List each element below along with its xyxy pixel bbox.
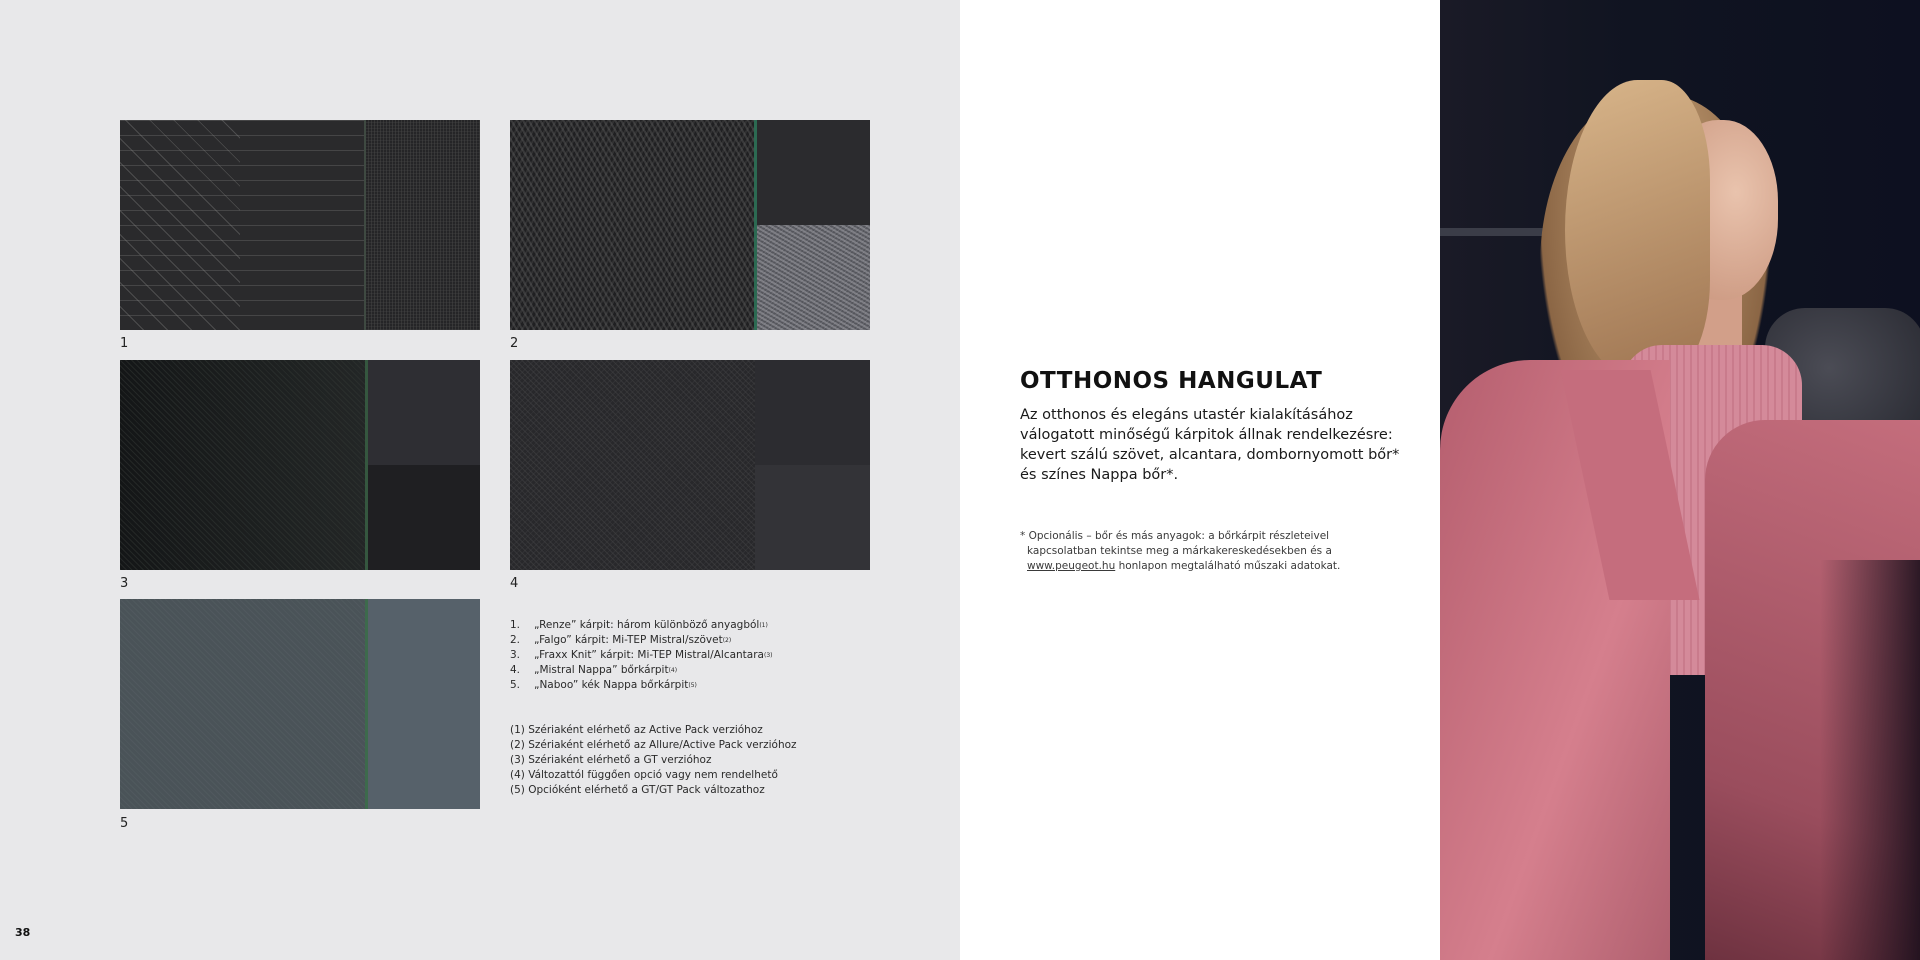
- note-line: (3) Szériaként elérhető a GT verzióhoz: [510, 754, 712, 766]
- page-number: 38: [15, 926, 31, 939]
- swatch-5-number: 5: [120, 816, 129, 831]
- footnote-line: www.peugeot.hu honlapon megtalálható műszaki adatokat.: [1027, 560, 1341, 572]
- upholstery-swatch-2: [510, 120, 870, 330]
- swatch-2-number: 2: [510, 336, 519, 351]
- list-item: 2. „Falgo” kárpit: Mi-TEP Mistral/szövet (2): [510, 634, 732, 646]
- swatch-1-number: 1: [120, 336, 129, 351]
- upholstery-swatch-3: [120, 360, 480, 570]
- peugeot-website-link[interactable]: www.peugeot.hu: [1027, 560, 1116, 572]
- note-line: (2) Szériaként elérhető az Allure/Active Pack verzióhoz: [510, 739, 797, 751]
- list-item: 3. „Fraxx Knit” kárpit: Mi-TEP Mistral/Alcantara (3): [510, 649, 773, 661]
- note-line: (1) Szériaként elérhető az Active Pack verzióhoz: [510, 724, 763, 736]
- upholstery-swatch-5: [120, 599, 480, 809]
- availability-notes: [510, 723, 797, 798]
- footnote: [1020, 529, 1400, 574]
- upholstery-list: [510, 618, 773, 693]
- footnote-line: kapcsolatban tekintse meg a márkakereskedésekben és a: [1027, 545, 1332, 557]
- note-line: (4) Változattól függően opció vagy nem rendelhető: [510, 769, 778, 781]
- list-item: 5. „Naboo” kék Nappa bőrkárpit (5): [510, 679, 697, 691]
- swatch-3-number: 3: [120, 576, 129, 591]
- woman-in-car-photo: [1440, 0, 1920, 960]
- swatch-4-number: 4: [510, 576, 519, 591]
- lead-paragraph: Az otthonos és elegáns utastér kialakításához válogatott minőségű kárpitok állnak rendelkezésre: kevert szálú szövet, alcantara, dombornyomott bőr* és színes Nappa bőr*.: [1020, 407, 1400, 483]
- note-line: (5) Opcióként elérhető a GT/GT Pack változathoz: [510, 784, 765, 796]
- page-title: OTTHONOS HANGULAT: [1020, 368, 1323, 394]
- footnote-line: * Opcionális – bőr és más anyagok: a bőrkárpit részleteivel: [1020, 530, 1330, 542]
- upholstery-swatch-1: [120, 120, 480, 330]
- list-item: 4. „Mistral Nappa” bőrkárpit (4): [510, 664, 678, 676]
- list-item: 1. „Renze” kárpit: három különböző anyagból (1): [510, 619, 768, 631]
- upholstery-swatch-4: [510, 360, 870, 570]
